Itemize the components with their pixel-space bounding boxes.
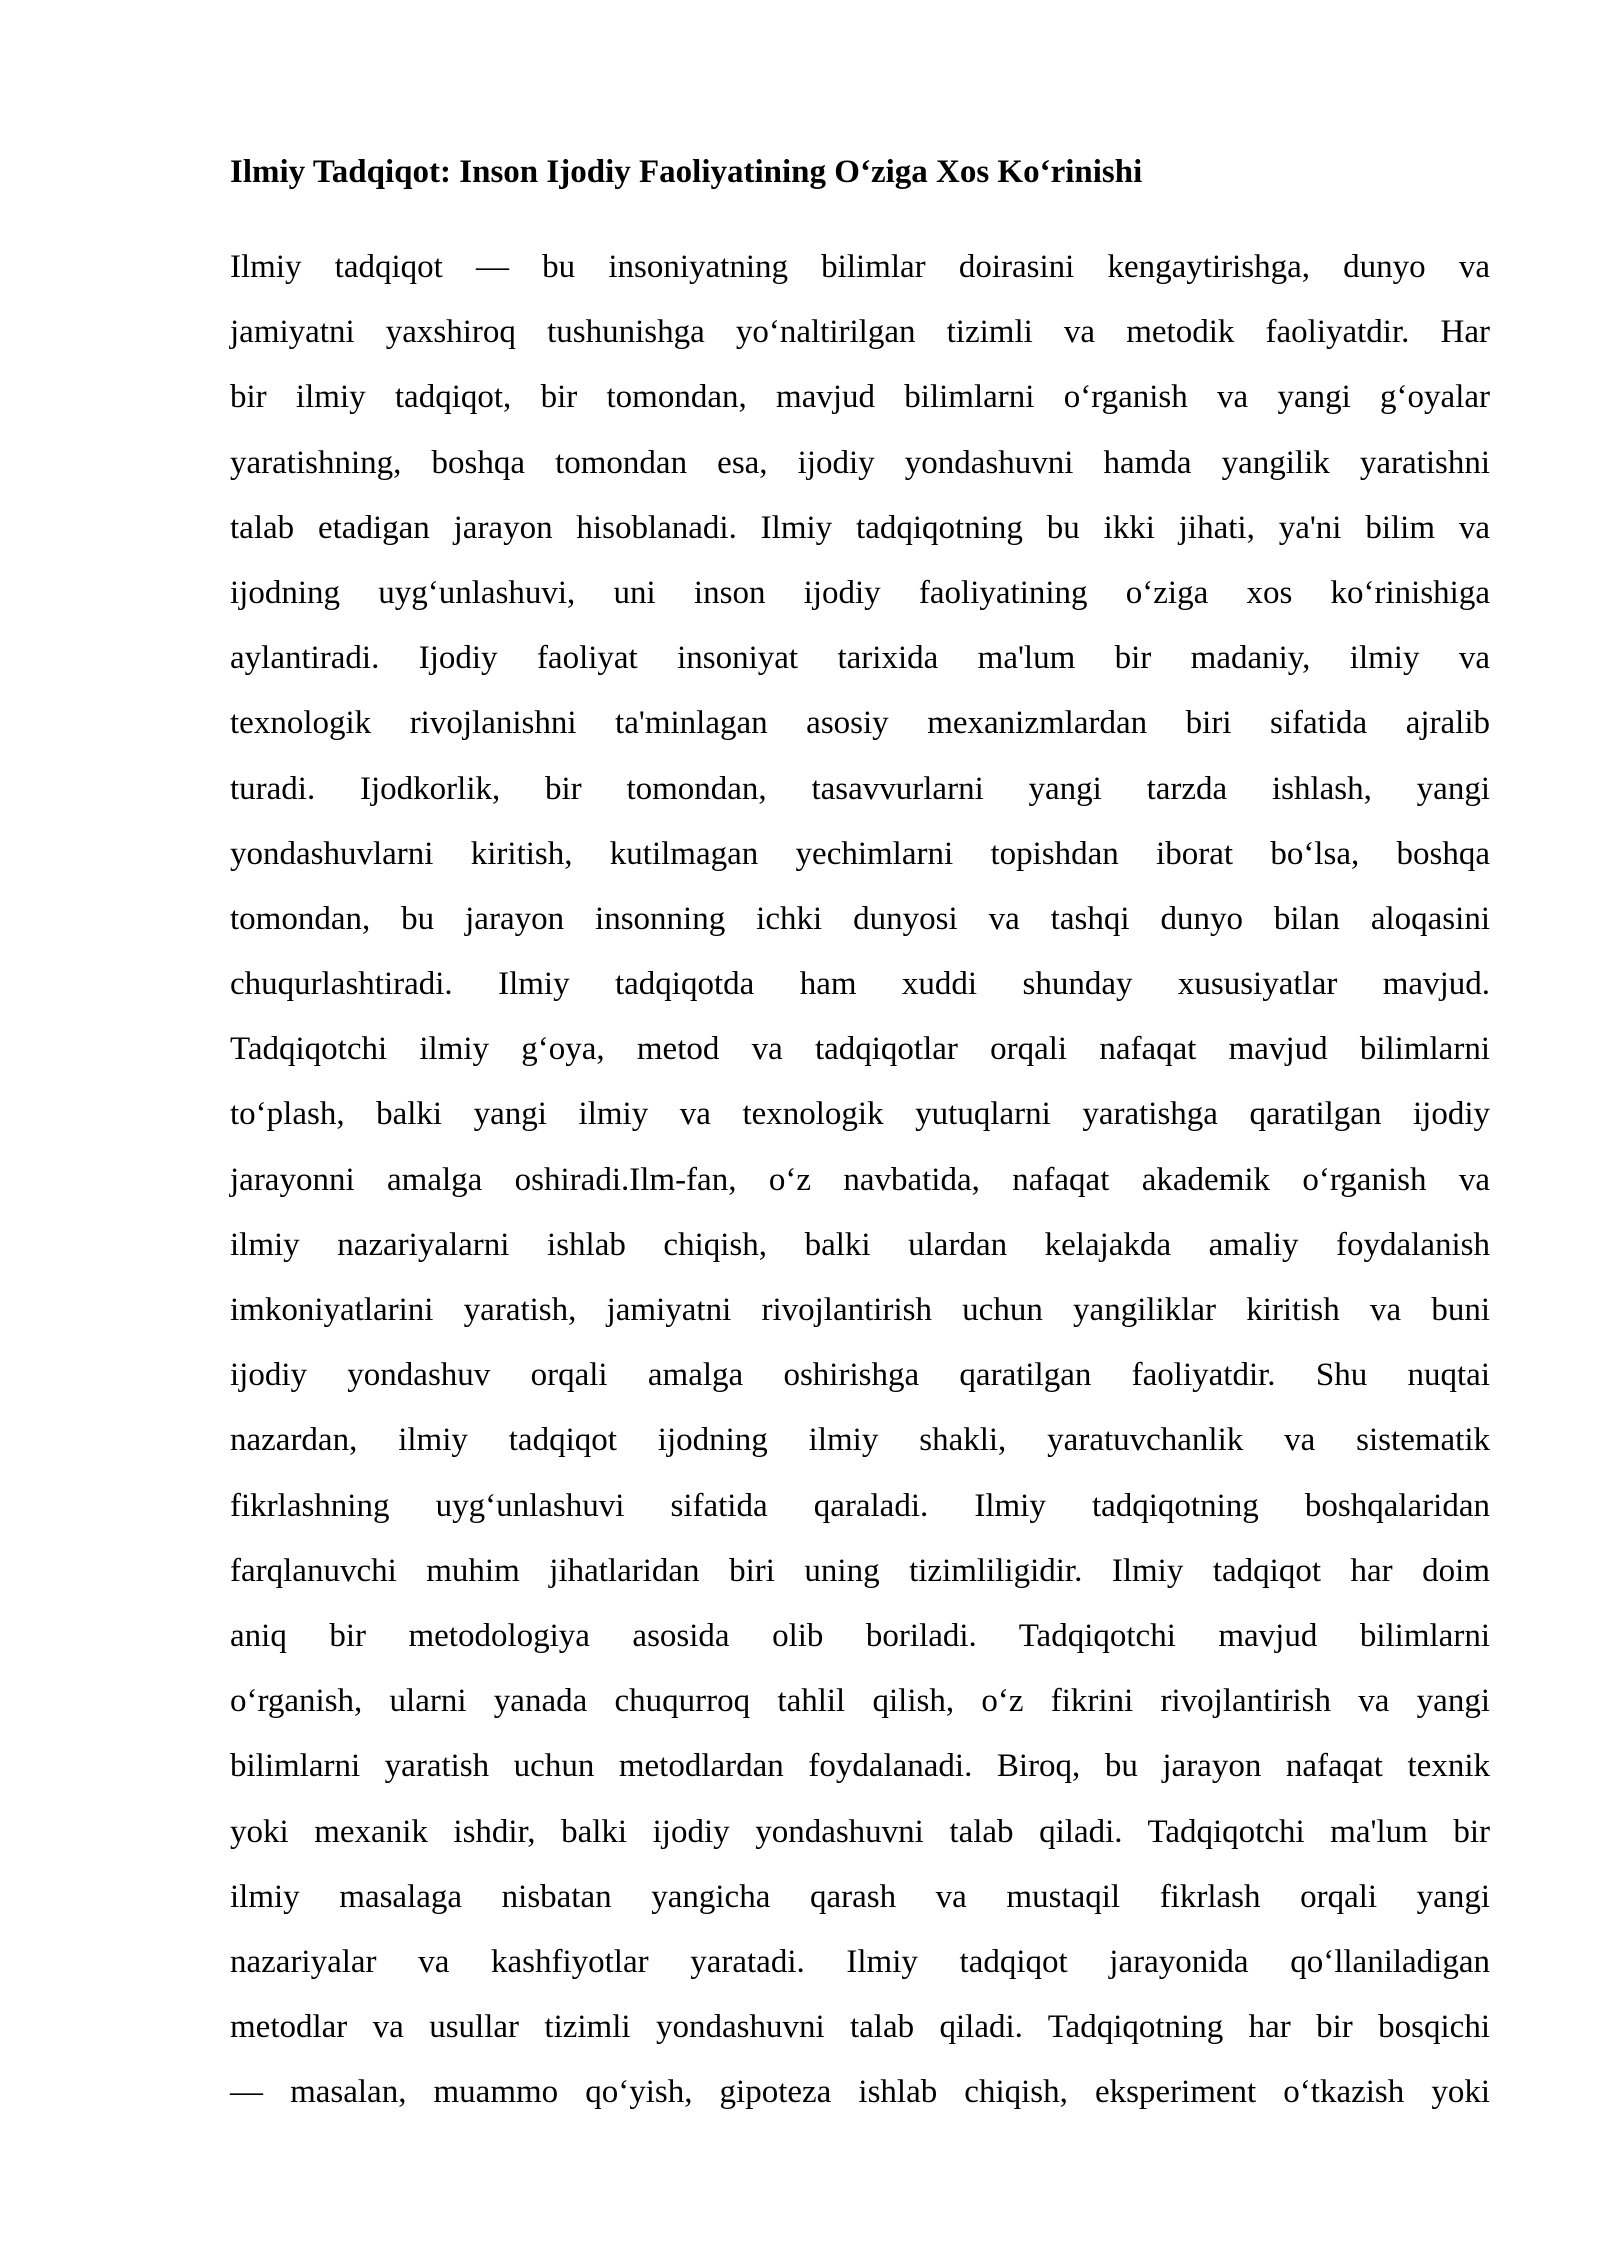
- body-line: o‘rganish, ularni yanada chuqurroq tahlil qilish, o‘z fikrini rivojlantirish va yangi: [230, 1683, 1490, 1720]
- body-line: ijodiy yondashuv orqali amalga oshirishga qaratilgan faoliyatdir. Shu nuqtai: [230, 1357, 1490, 1394]
- body-line: bilimlarni yaratish uchun metodlardan foydalanadi. Biroq, bu jarayon nafaqat texnik: [230, 1748, 1490, 1785]
- body-line: tomondan, bu jarayon insonning ichki dunyosi va tashqi dunyo bilan aloqasini: [230, 900, 1490, 937]
- body-line: texnologik rivojlanishni ta'minlagan asosiy mexanizmlardan biri sifatida ajralib: [230, 705, 1490, 742]
- body-line: yoki mexanik ishdir, balki ijodiy yondashuvni talab qiladi. Tadqiqotchi ma'lum bir: [230, 1813, 1490, 1850]
- body-line: aniq bir metodologiya asosida olib boriladi. Tadqiqotchi mavjud bilimlarni: [230, 1617, 1490, 1654]
- body-line: ilmiy nazariyalarni ishlab chiqish, balki ulardan kelajakda amaliy foydalanish: [230, 1226, 1490, 1263]
- body-line: ilmiy masalaga nisbatan yangicha qarash va mustaqil fikrlash orqali yangi: [230, 1878, 1490, 1915]
- document-body: [230, 235, 1490, 2125]
- body-line: imkoniyatlarini yaratish, jamiyatni rivojlantirish uchun yangiliklar kiritish va buni: [230, 1292, 1490, 1328]
- body-line: jamiyatni yaxshiroq tushunishga yo‘naltirilgan tizimli va metodik faoliyatdir. Har: [230, 314, 1490, 351]
- body-line: talab etadigan jarayon hisoblanadi. Ilmiy tadqiqotning bu ikki jihati, ya'ni bilim va: [230, 509, 1490, 546]
- body-line: ijodning uyg‘unlashuvi, uni inson ijodiy faoliyatining o‘ziga xos ko‘rinishiga: [230, 574, 1490, 611]
- body-line: turadi. Ijodkorlik, bir tomondan, tasavvurlarni yangi tarzda ishlash, yangi: [230, 770, 1490, 807]
- document-title: Ilmiy Tadqiqot: Inson Ijodiy Faoliyatining O‘ziga Xos Ko‘rinishi: [230, 154, 1143, 190]
- body-line: aylantiradi. Ijodiy faoliyat insoniyat tarixida ma'lum bir madaniy, ilmiy va: [230, 640, 1490, 677]
- body-line: fikrlashning uyg‘unlashuvi sifatida qaraladi. Ilmiy tadqiqotning boshqalaridan: [230, 1487, 1490, 1524]
- body-line: yaratishning, boshqa tomondan esa, ijodiy yondashuvni hamda yangilik yaratishni: [230, 444, 1490, 481]
- body-line: Ilmiy tadqiqot — bu insoniyatning bilimlar doirasini kengaytirishga, dunyo va: [230, 249, 1490, 285]
- body-line: farqlanuvchi muhim jihatlaridan biri uning tizimliligidir. Ilmiy tadqiqot har doim: [230, 1552, 1490, 1589]
- body-line: metodlar va usullar tizimli yondashuvni talab qiladi. Tadqiqotning har bir bosqichi: [230, 2009, 1490, 2046]
- body-line: nazardan, ilmiy tadqiqot ijodning ilmiy shakli, yaratuvchanlik va sistematik: [230, 1422, 1490, 1459]
- body-line: Tadqiqotchi ilmiy g‘oya, metod va tadqiqotlar orqali nafaqat mavjud bilimlarni: [230, 1031, 1490, 1068]
- body-line: nazariyalar va kashfiyotlar yaratadi. Ilmiy tadqiqot jarayonida qo‘llaniladigan: [230, 1943, 1490, 1980]
- body-line: to‘plash, balki yangi ilmiy va texnologik yutuqlarni yaratishga qaratilgan ijodiy: [230, 1096, 1490, 1133]
- body-line: jarayonni amalga oshiradi.Ilm-fan, o‘z navbatida, nafaqat akademik o‘rganish va: [230, 1161, 1490, 1198]
- body-line: bir ilmiy tadqiqot, bir tomondan, mavjud bilimlarni o‘rganish va yangi g‘oyalar: [230, 379, 1490, 416]
- body-line: — masalan, muammo qo‘yish, gipoteza ishlab chiqish, eksperiment o‘tkazish yoki: [230, 2074, 1490, 2111]
- body-line: chuqurlashtiradi. Ilmiy tadqiqotda ham xuddi shunday xususiyatlar mavjud.: [230, 966, 1490, 1003]
- body-line: yondashuvlarni kiritish, kutilmagan yechimlarni topishdan iborat bo‘lsa, boshqa: [230, 835, 1490, 872]
